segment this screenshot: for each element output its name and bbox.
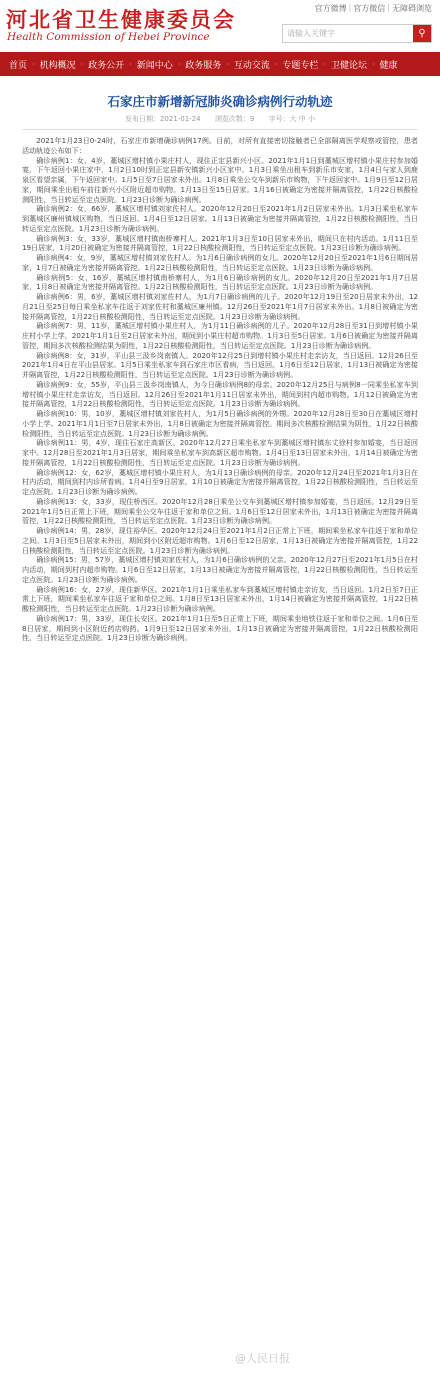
article-paragraph: 确诊病例15：男，57岁，藁城区增村镇刘家佐村人，为1月6日确诊病例的父亲。2020年12月27日至2021年1月5日在村内活动，期间到村内超市购物。1月6日至12日居家，1月13日被确定为密接并隔离管控，1月22日核酸检测阳性，当日转运至定点医院。1月23日诊断为确诊病例。 (22, 555, 418, 584)
article-paragraph: 确诊病例10：男，10岁，藁城区增村镇刘家佐村人，为1月5日确诊病例的外甥。2020年12月28日至30日在藁城区增村小学上学。2021年1月1日至7日居家未外出，1月8日被确定为密接并隔离管控。期间多次核酸检测结果为阴性，1月22日核酸检测阳性，当日转运至定点医院。1月23日诊断为确诊病例。 (22, 409, 418, 438)
article-container (0, 76, 440, 643)
article-paragraph: 确诊病例16：女，27岁，现住新华区。2021年1月1日乘坐私家车到藁城区增村镇走亲访友，当日返回。1月2日至7日正常上下班，期间乘坐私家车往返于家和单位之间。1月8日至13日居家未外出，1月14日被确定为密接并隔离管控，1月22日核酸检测阳性，当日转运至定点医院。1月23日诊断为确诊病例。 (22, 584, 418, 613)
nav-item-forum[interactable]: 卫健论坛 (330, 60, 367, 71)
nav-separator: · (226, 59, 229, 69)
view-count: 浏览次数：9 (214, 115, 255, 123)
nav-item-services[interactable]: 政务服务 (185, 60, 222, 71)
weibo-link[interactable]: 官方微博 (314, 4, 347, 13)
nav-separator: · (371, 59, 375, 69)
article-meta (22, 114, 418, 124)
article-paragraph: 确诊病例6：男，6岁，藁城区增村镇刘家佐村人，为1月7日确诊病例的儿子。2020年12月19日至20日居家未外出，12月21日至25日每日乘坐私家车往返于刘家佐村和藁城区廉州镇。12月26日至2021年1月7日居家未外出。1月8日被确定为密接并隔离管控，1月22日核酸检测阳性，当日转运至定点医院。1月23日诊断为确诊病例。 (22, 292, 418, 321)
nav-separator: · (32, 59, 35, 69)
nav-item-about[interactable]: 机构概况 (39, 60, 76, 71)
article-paragraph: 确诊病例1：女，4岁，藁城区增村镇小果庄村人，现住正定县新兴小区。2021年1月1日到藁城区增村镇小果庄村参加婚宴，下午返回小果庄家中，1月2日10时到正定县新安镇新兴小区家中。1月3日乘坐出租车到新乐市安家，1月4日与家人到鹿泉区看望亲属，下午返回家中。1月5日至7日居家未外出。1月8日乘坐公交车到新乐市购物，下午返回家中。1月9日至12日居家，期间乘坐出租车前往新兴小区附近超市购物。1月13日至15日居家。1月16日被确定为密接并隔离管控，1月22日核酸检测阳性，当日转运至定点医院。1月23日诊断为确诊病例。 (22, 155, 418, 204)
font-size-switch[interactable]: 字号：大 中 小 (268, 115, 316, 123)
search-icon[interactable]: ⚲ (413, 25, 431, 42)
nav-item-topics[interactable]: 专题专栏 (282, 60, 319, 71)
article-paragraph: 确诊病例17：男，33岁，现住长安区。2021年1月1日至5日正常上下班，期间乘坐地铁往返于家和单位之间。1月6日至8日居家，期间到小区附近药店购药。1月9日至12日居家未外出，1月13日被确定为密接并隔离管控，1月22日核酸检测阳性，当日转运至定点医院。1月23日诊断为确诊病例。 (22, 613, 418, 643)
nav-item-interaction[interactable]: 互动交流 (233, 60, 270, 71)
watermark: @人民日报 (235, 1352, 290, 1365)
main-nav (0, 52, 440, 76)
article-paragraph: 确诊病例7：男，11岁，藁城区增村镇小果庄村人，为1月11日确诊病例的儿子。2020年12月28日至31日到增村镇小果庄村小学上学，2021年1月1日至2日居家未外出，期间到小果庄村超市购物。1月3日至5日居家。1月6日被确定为密接并隔离管控，期间多次核酸检测结果为阴性，1月22日核酸检测阳性，当日转运至定点医院。1月23日诊断为确诊病例。 (22, 321, 418, 350)
nav-separator: · (80, 59, 84, 69)
search-box (282, 24, 432, 43)
nav-item-home[interactable]: 首页 (9, 60, 28, 71)
search-input[interactable]: 请输入关键字 (287, 29, 335, 38)
nav-separator: · (177, 59, 181, 69)
article-body (22, 136, 418, 643)
article-paragraph: 确诊病例3：女，33岁，藁城区增村镇南桥寨村人。2021年1月3日至10日居家未外出，期间只在村内活动。1月11日至19日居家，1月20日被确定为密接并隔离管控，1月22日核酸检测阳性，当日转运至定点医院。1月23日诊断为确诊病例。 (22, 233, 418, 253)
site-logo-subtitle: Health Commission of Hebei Province (7, 31, 210, 43)
article-paragraph: 确诊病例8：女，31岁，平山县三汲乡岗南镇人。2020年12月25日到增村镇小果庄村走亲访友，当日返回。12月26日至2021年1月4日在平山县居家。1月5日乘坐私家车到石家庄市区看病，当日返回。1月6日至12日居家，1月13日被确定为密接并隔离管控，1月22日核酸检测阳性，当日转运至定点医院。1月23日诊断为确诊病例。 (22, 350, 418, 379)
article-paragraph: 确诊病例9：女，55岁，平山县三汲乡岗南镇人，为今日确诊病例8的母亲。2020年12月25日与病例8一同乘坐私家车到增村镇小果庄村走亲访友，当日返回。12月26日至2021年1月11日居家未外出，期间到村内超市购物。1月12日被确定为密接并隔离管控，1月22日核酸检测阳性，当日转运至定点医院。1月23日诊断为确诊病例。 (22, 379, 418, 409)
nav-item-health[interactable]: 健康 (379, 60, 398, 71)
divider: | (387, 3, 390, 12)
publish-date: 发布日期：2021-01-24 (124, 115, 201, 123)
nav-separator: · (274, 59, 278, 69)
nav-item-gov-info[interactable]: 政务公开 (88, 60, 125, 71)
divider: | (348, 3, 352, 12)
site-logo-title[interactable]: 河北省卫生健康委员会 (6, 7, 236, 32)
nav-item-news[interactable]: 新闻中心 (136, 60, 173, 71)
nav-separator: · (129, 59, 132, 69)
divider (22, 129, 418, 130)
article-paragraph: 确诊病例13：女，33岁，现住桥西区。2020年12月28日乘坐公交车到藁城区增村镇参加婚宴，当日返回。12月29日至2021年1月5日正常上下班，期间乘坐公交车往返于家和单位之间。1月6日至12日居家未外出，1月13日被确定为密接并隔离管控，1月22日核酸检测阳性，当日转运至定点医院。1月23日诊断为确诊病例。 (22, 496, 418, 526)
site-header (0, 0, 440, 52)
article-paragraph: 2021年1月23日0-24时，石家庄市新增确诊病例17例。目前，对所有直接密切接触者已全部隔离医学观察或管控，患者活动轨迹公布如下： (22, 136, 418, 155)
top-links (315, 3, 432, 14)
article-paragraph: 确诊病例14：男，28岁，现住裕华区。2020年12月24日至2021年1月2日正常上下班，期间乘坐私家车往返于家和单位之间。1月3日至5日居家未外出，期间到小区附近超市购物。1月6日至12日居家，1月13日被确定为密接并隔离管控，1月22日核酸检测阳性，当日转运至定点医院。1月23日诊断为确诊病例。 (22, 526, 418, 555)
article-paragraph: 确诊病例12：女，62岁，藁城区增村镇小果庄村人，为1月13日确诊病例的母亲。2020年12月24日至2021年1月3日在村内活动，期间到村内诊所看病。1月4日至9日居家，1月10日被确定为密接并隔离管控，1月22日核酸检测阳性，当日转运至定点医院。1月23日诊断为确诊病例。 (22, 467, 418, 496)
wechat-link[interactable]: 官方微信 (353, 4, 386, 13)
article-paragraph: 确诊病例4：女，9岁，藁城区增村镇刘家佐村人。为1月6日确诊病例的女儿。2020年12月20日至2021年1月6日期间居家，1月7日被确定为密接并隔离管控。1月22日核酸检测阳性，当日转运至定点医院。1月23日诊断为确诊病例。 (22, 253, 418, 272)
article-paragraph: 确诊病例11：男，4岁，现住石家庄高新区。2020年12月27日乘坐私家车到藁城区增村镇东丈徐村参加婚宴，当日返回家中。12月28日至2021年1月3日居家，期间乘坐私家车到高新区超市购物。1月4日至13日居家未外出，1月14日被确定为密接并隔离管控，1月22日核酸检测阳性，当日转运至定点医院。1月23日诊断为确诊病例。 (22, 438, 418, 467)
article-paragraph: 确诊病例2：女，66岁，藁城区增村镇刘家佐村人。2020年12月20日至2021年1月2日居家未外出。1月3日乘坐私家车到藁城区廉州镇城区购物，当日返回。1月4日至12日居家。1月13日被确定为密接并隔离管控，1月22日核酸检测阳性，当日转运至定点医院。1月23日诊断为确诊病例。 (22, 204, 418, 233)
accessibility-link[interactable]: 无障碍浏览 (392, 4, 432, 13)
article-paragraph: 确诊病例5：女，16岁，藁城区增村镇南桥寨村人，为1月6日确诊病例的女儿。2020年12月20日至2021年1月7日居家，1月8日被确定为密接并隔离管控。1月22日核酸检测阳性，当日转运至定点医院。1月23日诊断为确诊病例。 (22, 272, 418, 292)
article-title: 石家庄市新增新冠肺炎确诊病例行动轨迹 (107, 94, 333, 109)
nav-separator: · (323, 59, 326, 69)
